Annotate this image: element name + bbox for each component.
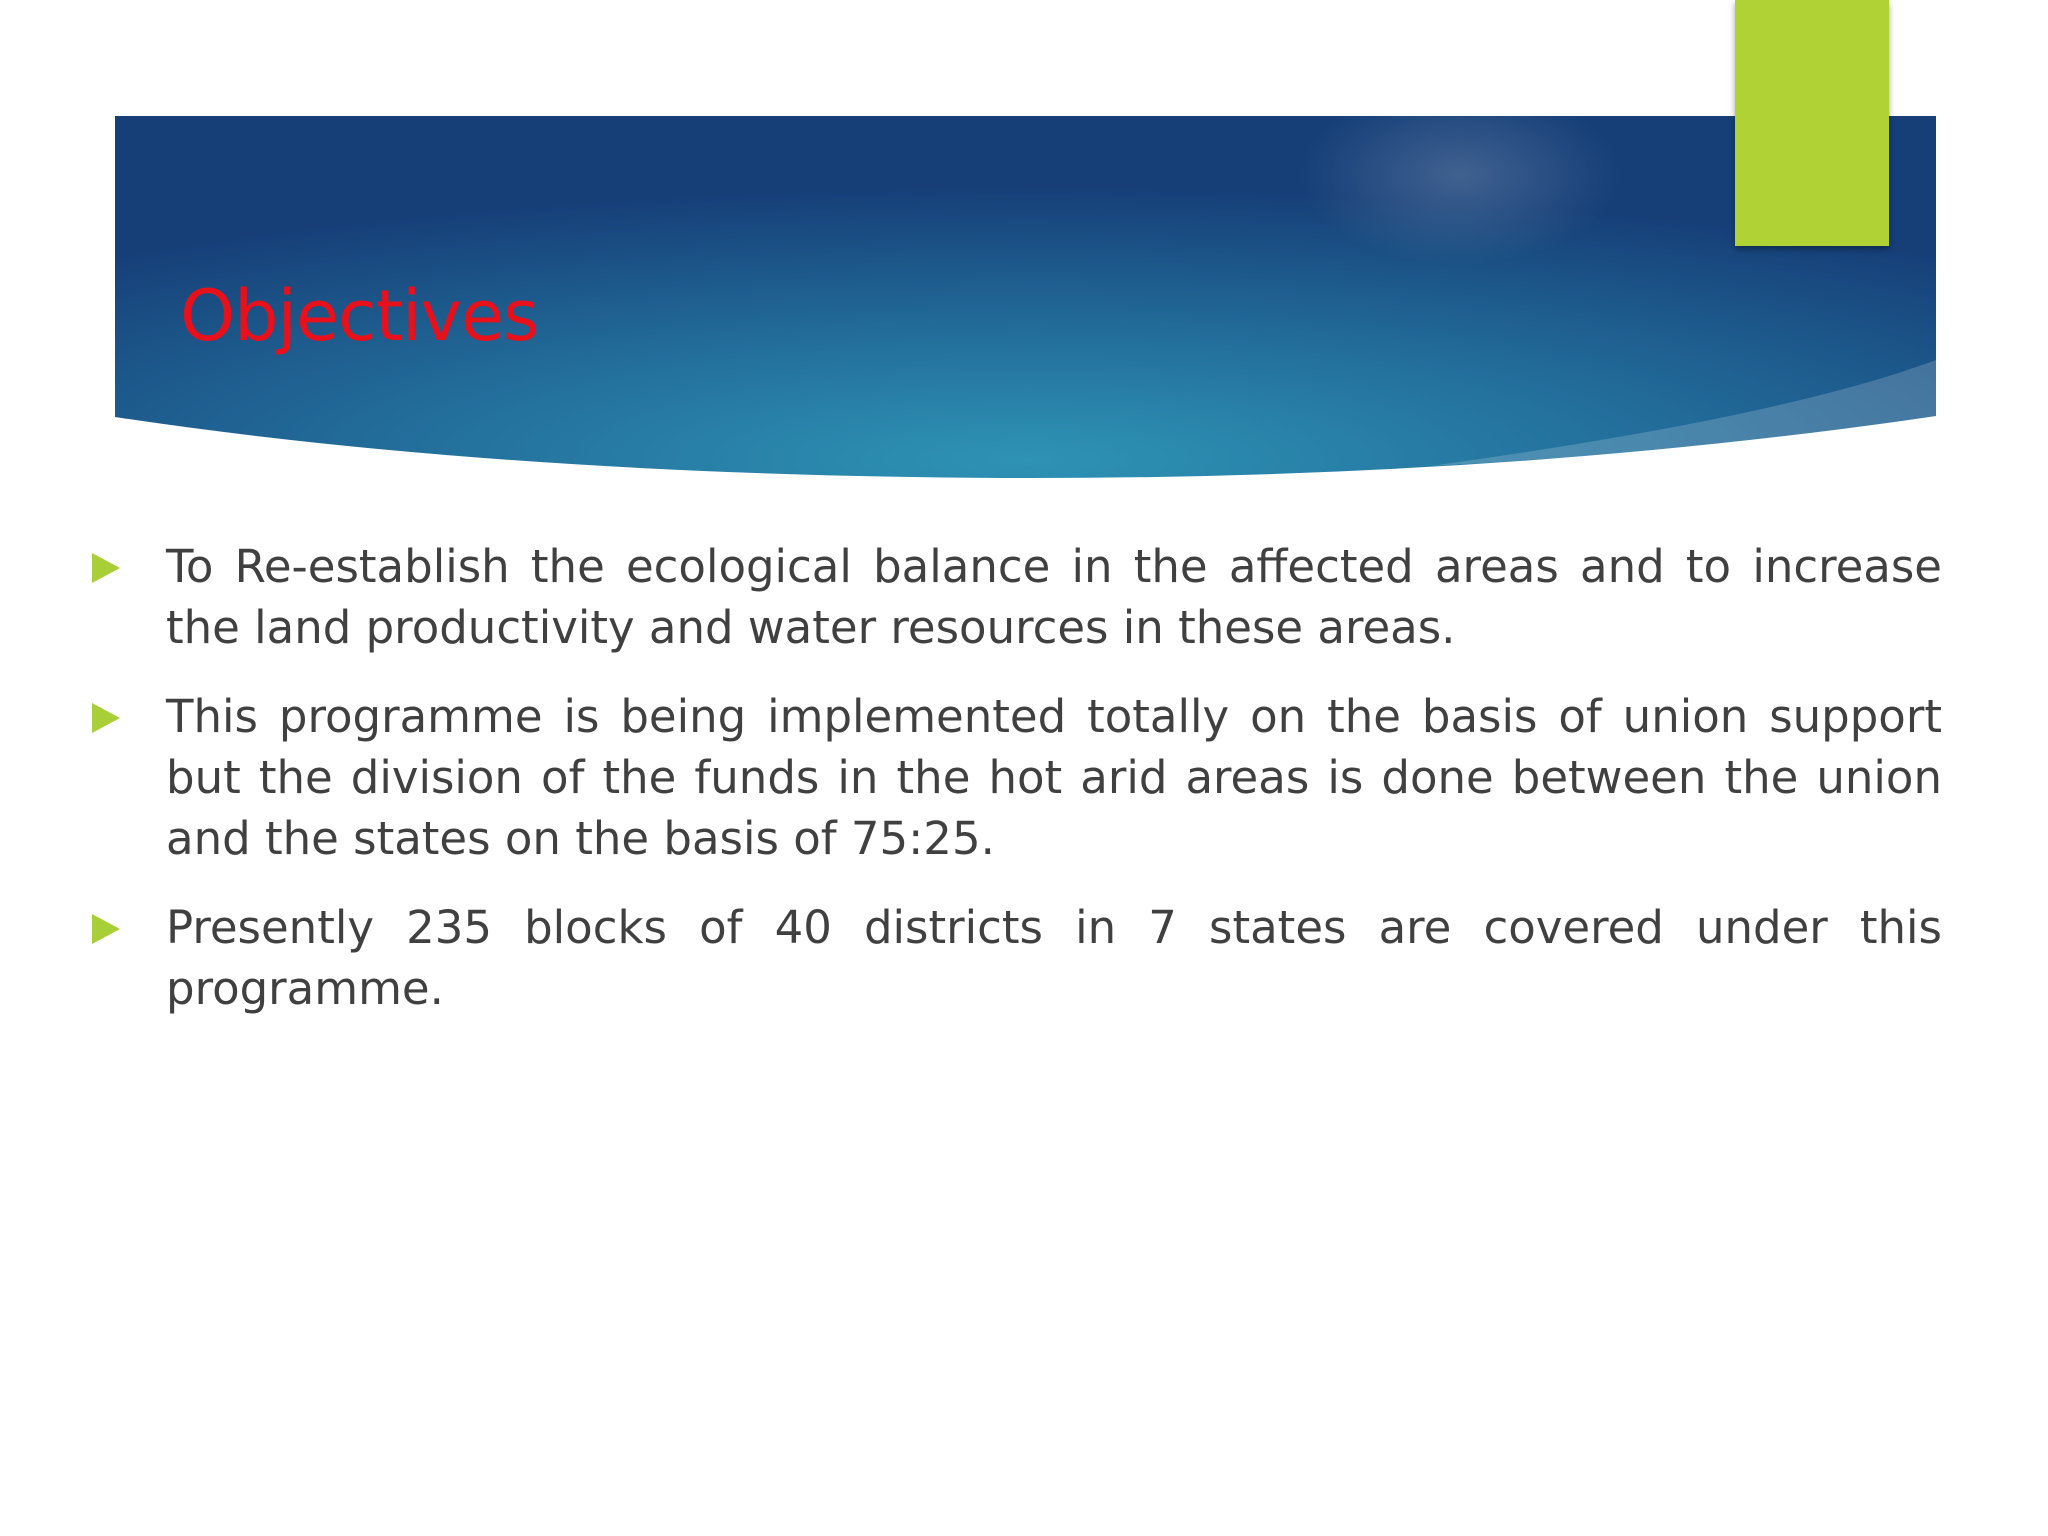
bullet-list (92, 536, 1942, 1047)
bullet-item (92, 536, 1942, 658)
bullet-item (92, 897, 1942, 1019)
triangle-right-icon (92, 553, 120, 583)
triangle-right-icon (92, 703, 120, 733)
bullet-text: This programme is being implemented totally on the basis of union support but the division of the funds in the hot arid areas is done between the union and the states on the basis of 75:25. (166, 690, 1942, 865)
bullet-text: To Re-establish the ecological balance in the affected areas and to increase the land productivity and water resources in these areas. (166, 540, 1942, 654)
bullet-item (92, 686, 1942, 869)
slide-title: Objectives (180, 275, 539, 357)
accent-tab (1735, 0, 1889, 246)
triangle-right-icon (92, 914, 120, 944)
bullet-text: Presently 235 blocks of 40 districts in 7 states are covered under this programme. (166, 901, 1942, 1015)
